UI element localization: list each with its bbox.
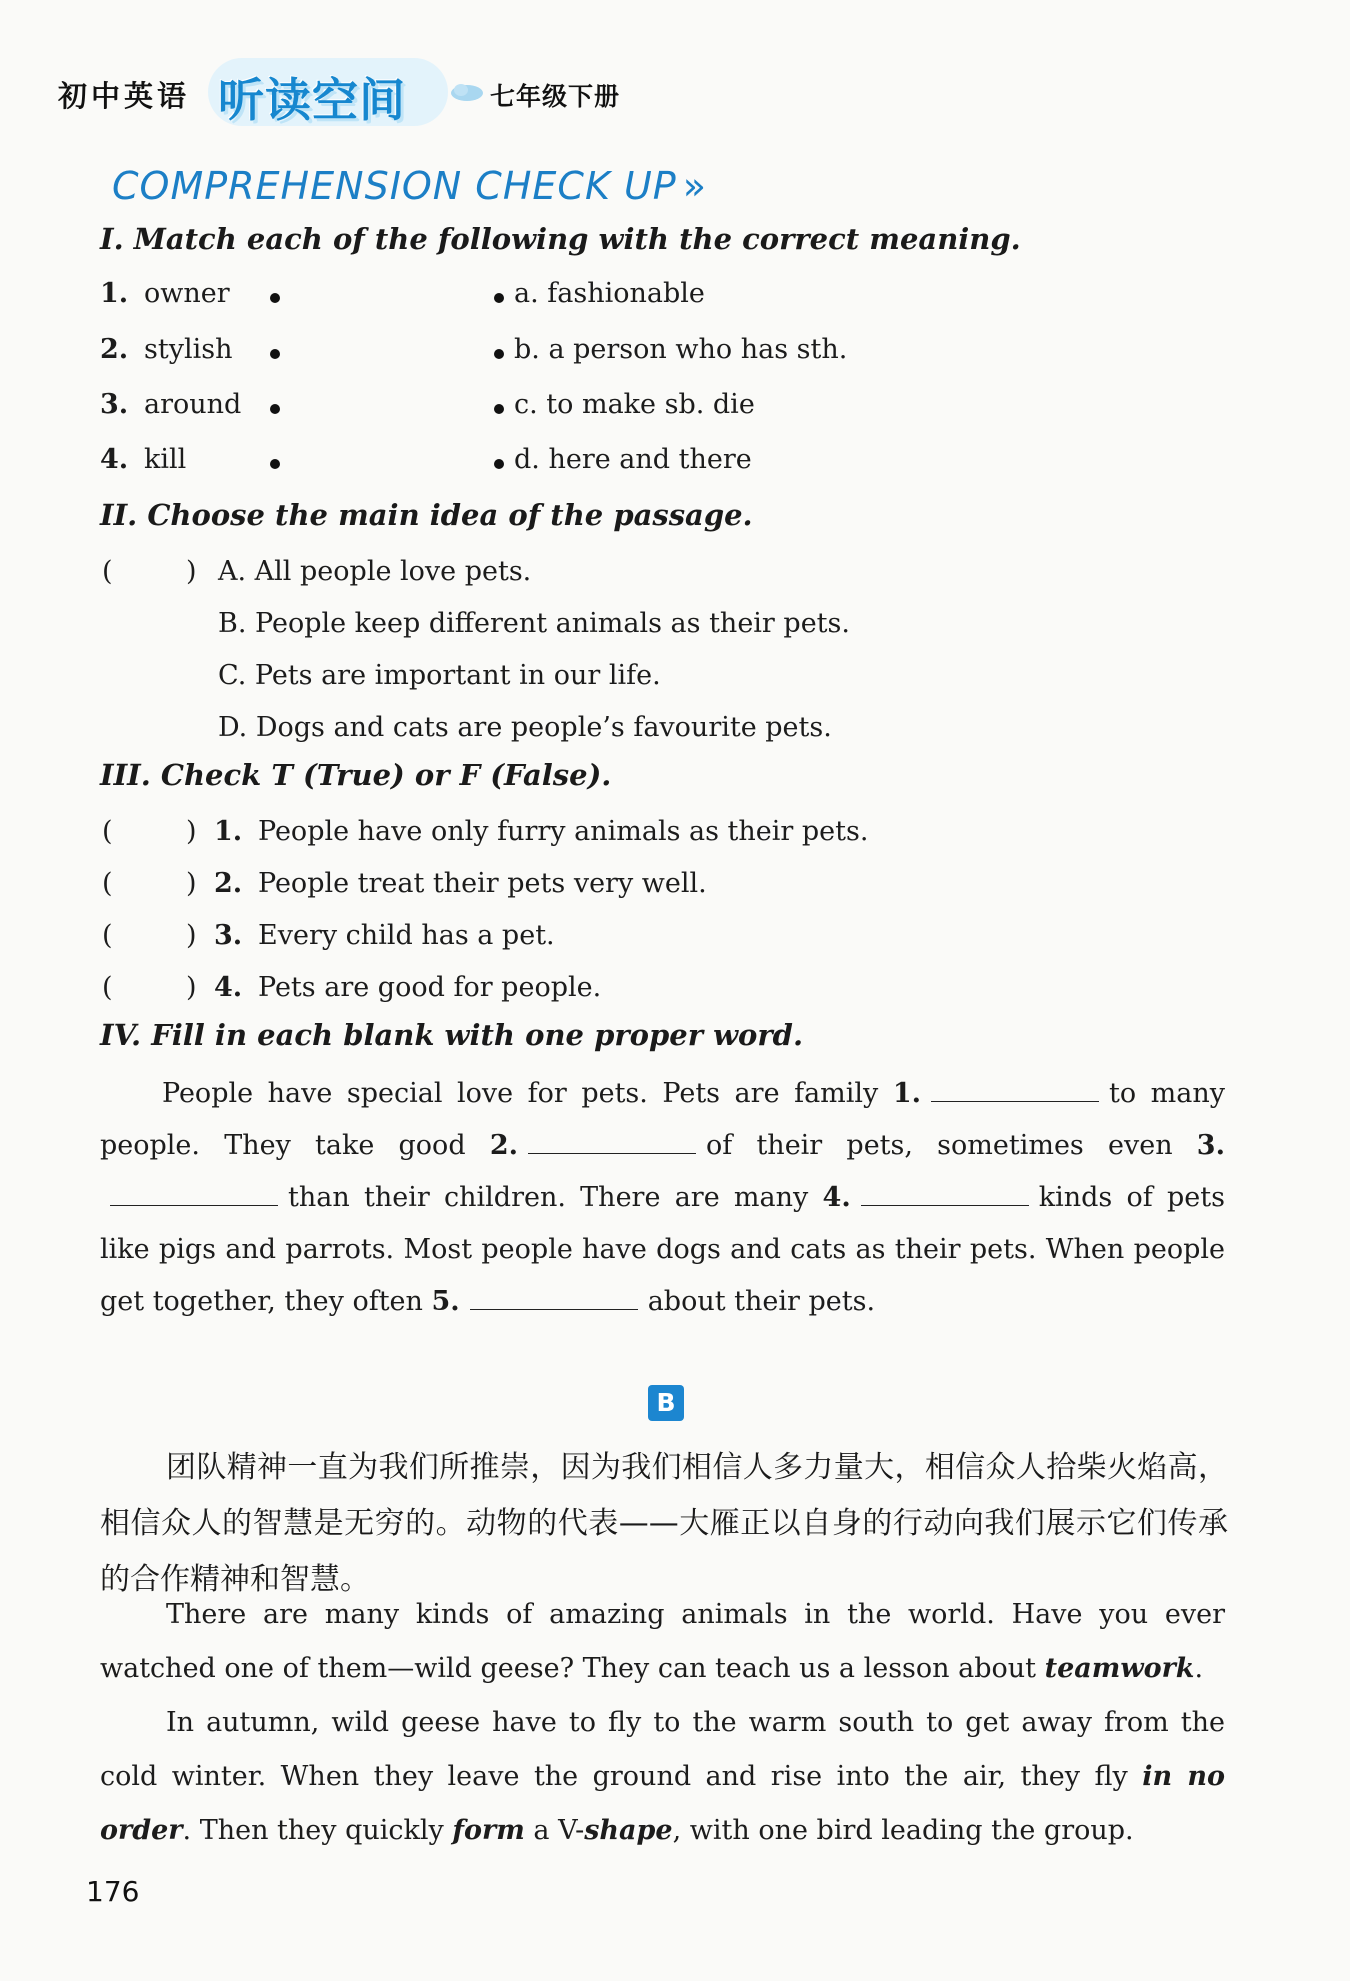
- q3-statement: People treat their pets very well.: [258, 868, 707, 899]
- paragraph-text: a V-: [533, 1815, 585, 1846]
- q4-text: than their children. There are many: [288, 1182, 809, 1213]
- q1-item-number: 3.: [100, 389, 129, 420]
- paragraph-text: , with one bird leading the group.: [672, 1815, 1134, 1846]
- reading-paragraph: [100, 1588, 1225, 1696]
- vocab-word: in no order: [100, 1761, 1225, 1846]
- answer-paren-close[interactable]: ): [186, 920, 197, 951]
- q1-item-number: 2.: [100, 334, 129, 365]
- paragraph-text: . Then they quickly: [182, 1815, 444, 1846]
- answer-paren-open[interactable]: (: [102, 920, 113, 951]
- q1-word: kill: [144, 444, 187, 475]
- q1-word: owner: [144, 278, 230, 309]
- q4-title: IV. Fill in each blank with one proper word.: [100, 1018, 804, 1052]
- fill-blank[interactable]: [528, 1129, 696, 1154]
- match-dot-left[interactable]: [270, 349, 280, 359]
- q4-text: of their pets, sometimes even: [706, 1130, 1173, 1161]
- match-dot-left[interactable]: [270, 293, 280, 303]
- q1-item-number: 4.: [100, 444, 129, 475]
- q1-word: stylish: [144, 334, 233, 365]
- q2-option: D. Dogs and cats are people’s favourite pets.: [218, 712, 832, 743]
- q2-option: B. People keep different animals as their pets.: [218, 608, 850, 639]
- section-heading-text: COMPREHENSION CHECK UP: [112, 164, 677, 208]
- match-dot-right[interactable]: [494, 404, 504, 414]
- fill-blank[interactable]: [110, 1181, 278, 1206]
- q3-statement: Pets are good for people.: [258, 972, 602, 1003]
- answer-paren-open[interactable]: (: [102, 556, 113, 587]
- match-dot-right[interactable]: [494, 349, 504, 359]
- blank-number: 2.: [489, 1130, 518, 1161]
- chinese-intro: 团队精神一直为我们所推崇，因为我们相信人多力量大，相信众人拾柴火焰高，相信众人的智慧是无穷的。动物的代表——大雁正以自身的行动向我们展示它们传承的合作精神和智慧。: [100, 1450, 1228, 1597]
- q4-text: about their pets.: [647, 1286, 876, 1317]
- vocab-word: shape: [584, 1815, 673, 1846]
- q3-statement: People have only furry animals as their pets.: [258, 816, 869, 847]
- q3-item-number: 3.: [214, 920, 243, 951]
- part-b-badge: B: [648, 1385, 684, 1421]
- q1-option: d. here and there: [514, 444, 752, 475]
- series-title: 初中英语: [58, 79, 191, 113]
- answer-paren-close[interactable]: ): [186, 868, 197, 899]
- vocab-word: teamwork: [1044, 1653, 1195, 1684]
- cloud-decoration-icon: [448, 80, 486, 104]
- q2-option: C. Pets are important in our life.: [218, 660, 661, 691]
- q3-item-number: 4.: [214, 972, 243, 1003]
- vocab-word: form: [452, 1815, 525, 1846]
- answer-paren-open[interactable]: (: [102, 972, 113, 1003]
- q3-title: III. Check T (True) or F (False).: [100, 758, 612, 792]
- answer-paren-open[interactable]: (: [102, 868, 113, 899]
- q4-passage: [100, 1068, 1225, 1328]
- page-number: 176: [86, 1875, 140, 1908]
- double-chevron-icon: »: [682, 164, 707, 208]
- answer-paren-close[interactable]: ): [186, 816, 197, 847]
- q4-text: kinds of pets like pigs and parrots. Most people have dogs and cats as their pets. When people get together, they often: [100, 1182, 1225, 1317]
- paragraph-text: In autumn, wild geese have to fly to the warm south to get away from the cold winter. When they leave the ground and rise into the air, they fly: [100, 1707, 1225, 1792]
- fill-blank[interactable]: [861, 1181, 1029, 1206]
- paragraph-text: There are many kinds of amazing animals in the world. Have you ever watched one of them—wild geese? They can teach us a lesson about: [100, 1599, 1225, 1684]
- q2-option: A. All people love pets.: [218, 556, 532, 587]
- q4-text: People have special love for pets. Pets are family: [162, 1078, 879, 1109]
- grade-label: 七年级下册: [490, 82, 621, 111]
- q3-item-number: 1.: [214, 816, 243, 847]
- blank-number: 3.: [1196, 1130, 1225, 1161]
- paragraph-text: .: [1194, 1653, 1204, 1684]
- reading-paragraph: [100, 1696, 1225, 1858]
- q1-option: b. a person who has sth.: [514, 334, 848, 365]
- answer-paren-open[interactable]: (: [102, 816, 113, 847]
- fill-blank[interactable]: [931, 1077, 1099, 1102]
- logo-text: 听读空间: [218, 73, 406, 127]
- q1-option: a. fashionable: [514, 278, 705, 309]
- match-dot-left[interactable]: [270, 459, 280, 469]
- q1-title: I. Match each of the following with the correct meaning.: [100, 222, 1021, 256]
- q1-word: around: [144, 389, 242, 420]
- match-dot-left[interactable]: [270, 404, 280, 414]
- q1-option: c. to make sb. die: [514, 389, 755, 420]
- answer-paren-close[interactable]: ): [186, 556, 197, 587]
- page-header: [58, 58, 758, 128]
- answer-paren-close[interactable]: ): [186, 972, 197, 1003]
- match-dot-right[interactable]: [494, 293, 504, 303]
- q1-item-number: 1.: [100, 278, 129, 309]
- blank-number: 5.: [431, 1286, 460, 1317]
- blank-number: 4.: [822, 1182, 851, 1213]
- q3-statement: Every child has a pet.: [258, 920, 555, 951]
- blank-number: 1.: [892, 1078, 922, 1109]
- fill-blank[interactable]: [470, 1285, 638, 1310]
- match-dot-right[interactable]: [494, 459, 504, 469]
- section-heading: [112, 164, 707, 208]
- q4-text: to many people. They take good: [100, 1078, 1225, 1161]
- q2-title: II. Choose the main idea of the passage.: [100, 498, 753, 532]
- q3-item-number: 2.: [214, 868, 243, 899]
